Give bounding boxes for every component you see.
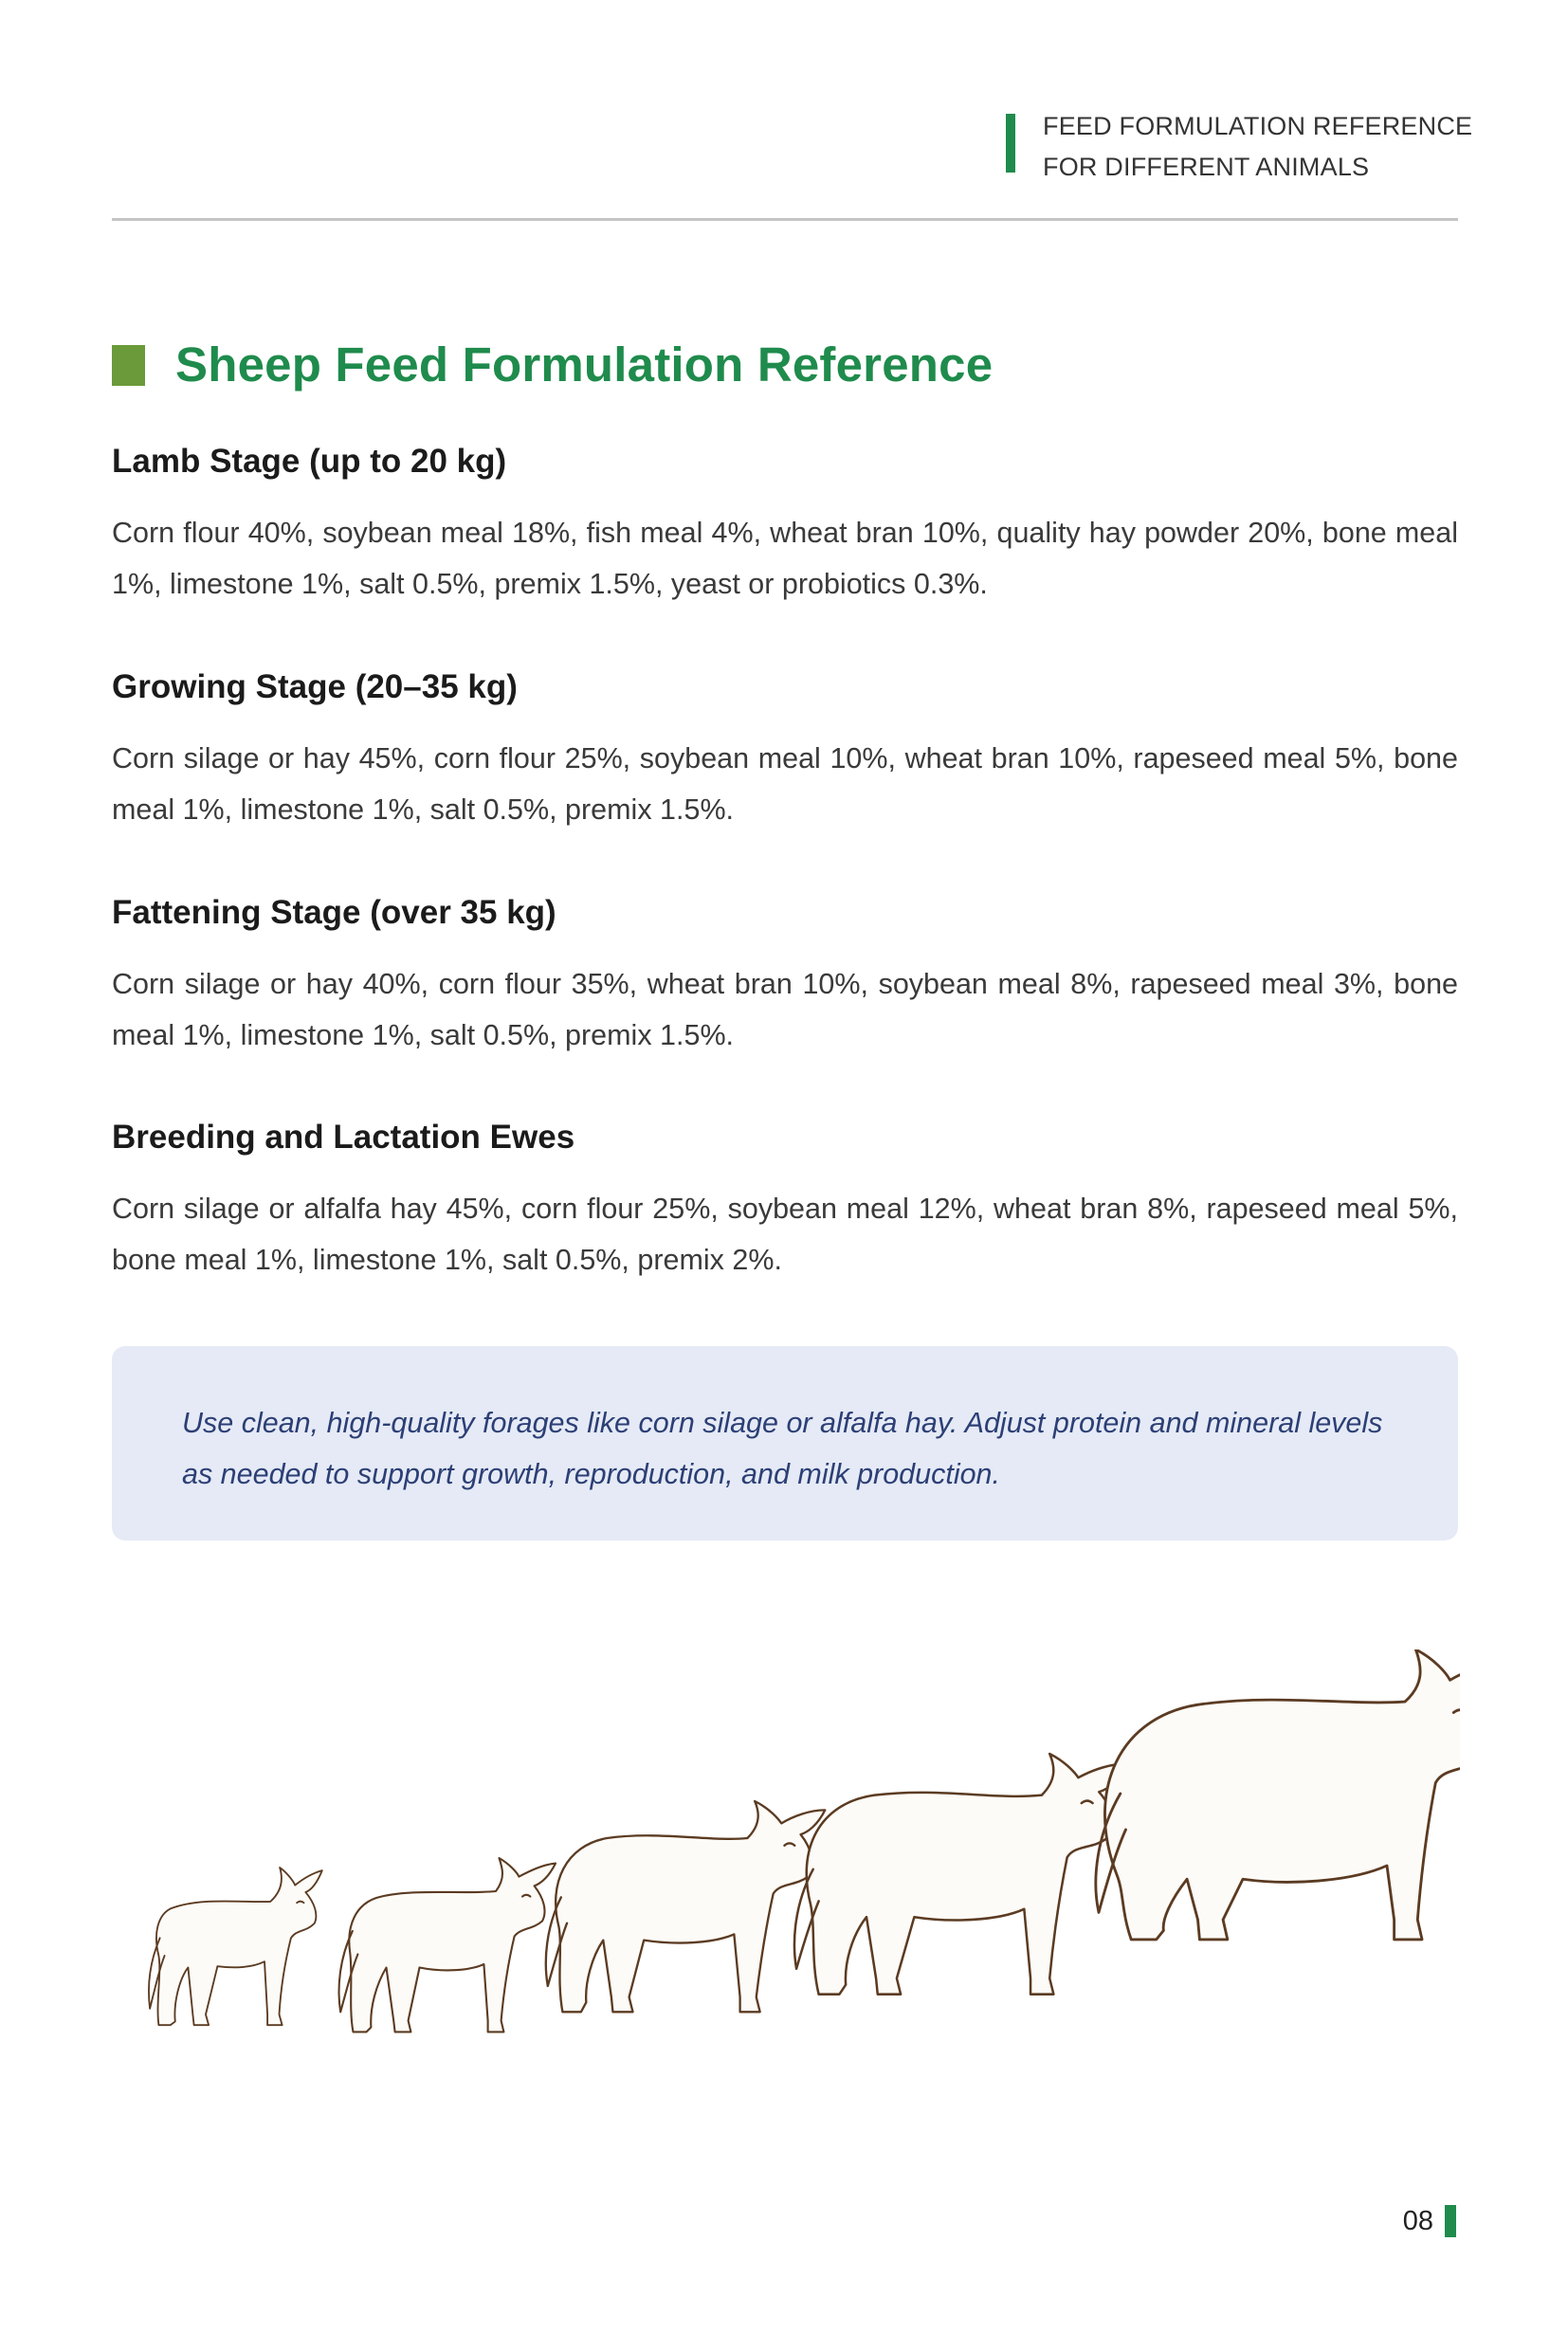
young-lamb-icon	[339, 1858, 556, 2032]
header-divider	[112, 218, 1458, 221]
section-body: Corn silage or alfalfa hay 45%, corn flour 25%, soybean meal 12%, wheat bran 8%, rapeseed meal 5%, bone meal 1%, limestone 1%, salt 0.5%, premix 2%.	[112, 1193, 1458, 1276]
section-heading: Growing Stage (20–35 kg)	[112, 668, 518, 705]
tip-callout	[112, 1346, 1458, 1540]
page-number: 08	[1402, 2205, 1433, 2236]
section-fattening-stage	[112, 892, 1458, 1061]
section-lamb-stage	[112, 441, 1458, 610]
title-marker-icon	[112, 345, 145, 386]
page-title-text: Sheep Feed Formulation Reference	[175, 337, 994, 392]
header-accent-bar	[1006, 114, 1015, 173]
section-heading: Lamb Stage (up to 20 kg)	[112, 443, 507, 480]
fattening-sheep-icon	[794, 1754, 1129, 1995]
growing-sheep-icon	[546, 1801, 825, 2012]
section-breeding-lactation-ewes	[112, 1117, 1458, 1285]
header-title-line2: FOR DIFFERENT ANIMALS	[1043, 153, 1370, 181]
section-heading: Breeding and Lactation Ewes	[112, 1119, 575, 1156]
page-number-accent-bar	[1445, 2205, 1456, 2237]
lamb-icon	[149, 1868, 322, 2025]
section-growing-stage	[112, 666, 1458, 835]
section-body: Corn silage or hay 45%, corn flour 25%, soybean meal 10%, wheat bran 10%, rapeseed meal 5%, bone meal 1%, limestone 1%, salt 0.5%, premix 1.5%.	[112, 742, 1458, 826]
section-body: Corn flour 40%, soybean meal 18%, fish meal 4%, wheat bran 10%, quality hay powder 20%, bone meal 1%, limestone 1%, salt 0.5%, premix 1.5%, yeast or probiotics 0.3%.	[112, 517, 1458, 600]
adult-ewe-icon	[1096, 1649, 1460, 1940]
section-heading: Fattening Stage (over 35 kg)	[112, 894, 556, 931]
page-footer	[1403, 2205, 1456, 2237]
tip-callout-text: Use clean, high-quality forages like corn silage or alfalfa hay. Adjust protein and mineral levels as needed to support growth, reproduction, and milk production.	[182, 1407, 1383, 1490]
sheep-growth-illustration	[133, 1649, 1460, 2048]
page-header	[0, 0, 1568, 220]
section-body: Corn silage or hay 40%, corn flour 35%, wheat bran 10%, soybean meal 8%, rapeseed meal 3%, bone meal 1%, limestone 1%, salt 0.5%, premix 1.5%.	[112, 968, 1458, 1051]
page-title	[112, 339, 993, 391]
header-title-line1: FEED FORMULATION REFERENCE	[1043, 112, 1473, 140]
header-title	[1043, 106, 1472, 188]
